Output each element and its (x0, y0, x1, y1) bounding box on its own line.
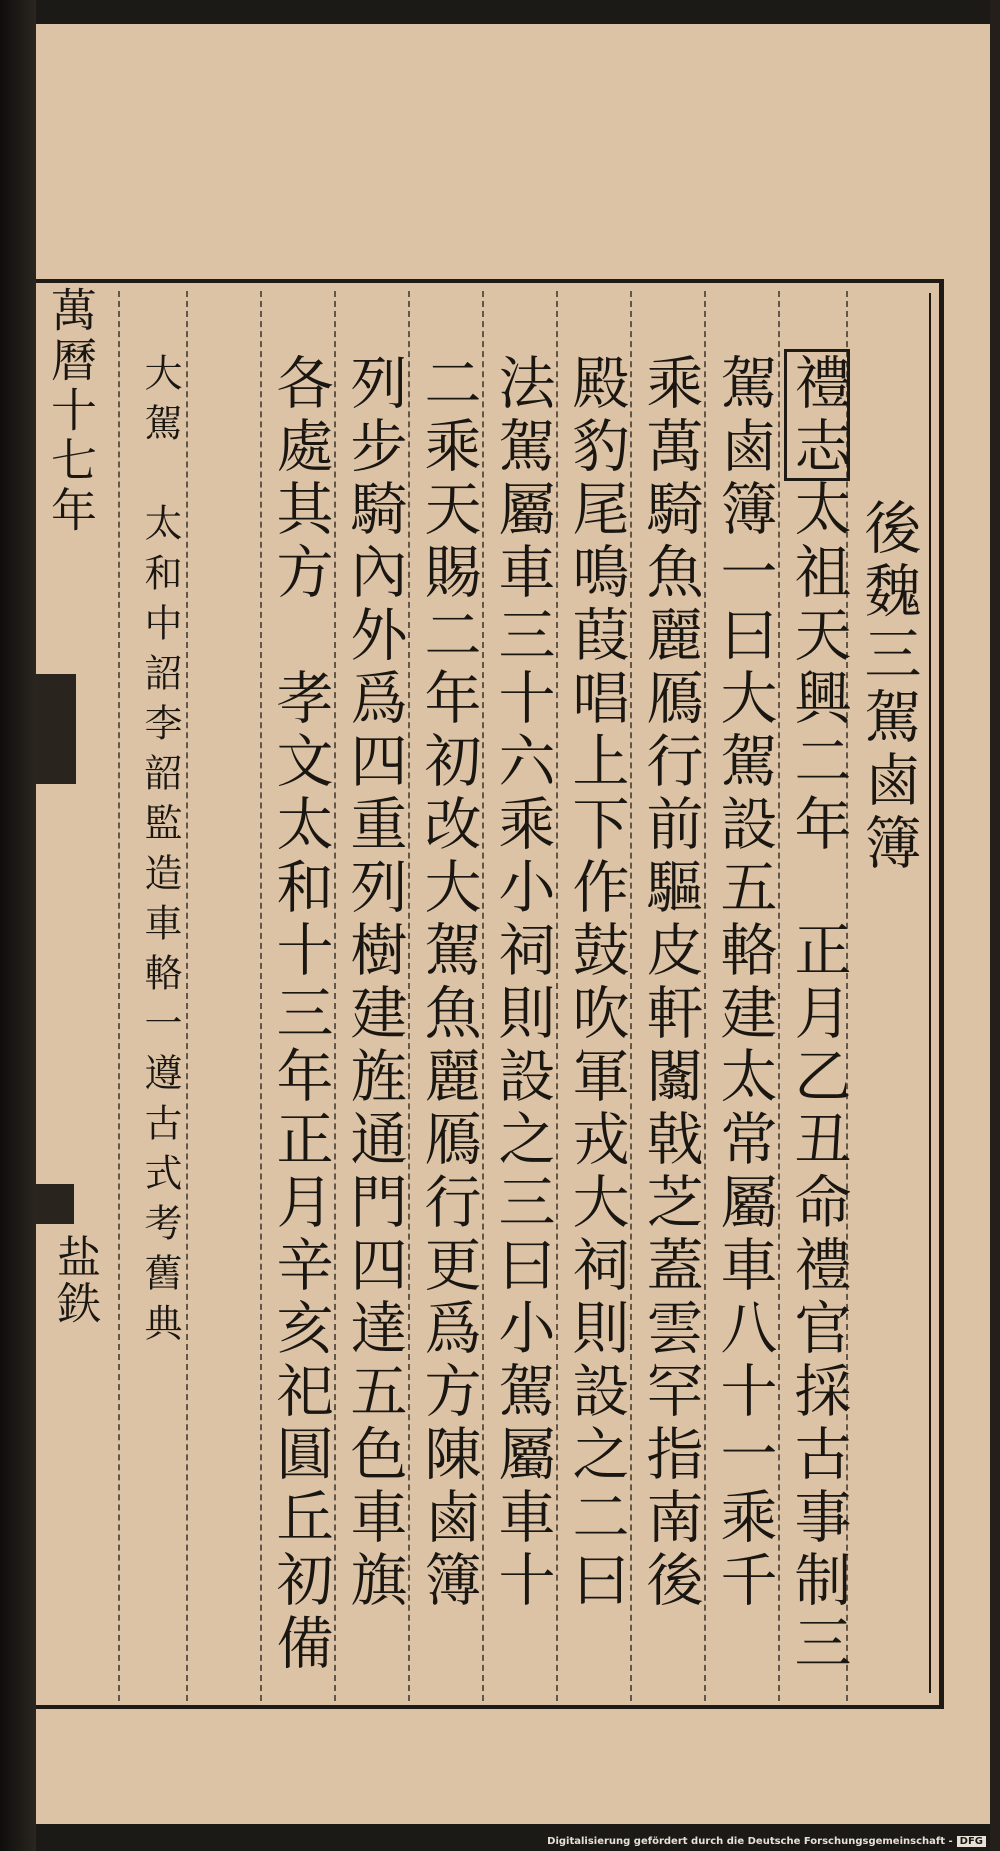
column-rule (260, 291, 262, 1701)
column-rule (186, 291, 188, 1701)
text-column: 二乘天賜二年初改大駕魚麗鴈行更爲方陳鹵簿 (415, 353, 481, 1613)
footer-text: Digitalisierung gefördert durch die Deutsche Forschungsgemeinschaft - (547, 1836, 953, 1847)
text-column: 乘萬騎魚麗鴈行前驅皮軒闟戟芝蓋雲罕指南後 (637, 353, 703, 1613)
margin-subtitle: 盐鉄 (49, 1234, 100, 1326)
text-column: 各處其方 孝文太和十三年正月辛亥祀圓丘初備 (267, 353, 333, 1676)
column-rule (482, 291, 484, 1701)
dfg-logo: DFG (957, 1836, 986, 1847)
book-spine (0, 0, 36, 1851)
footer-credit (547, 1836, 986, 1847)
column-rule (556, 291, 558, 1701)
column-rule (408, 291, 410, 1701)
text-column: 殿豹尾鳴葭唱上下作鼓吹軍戎大祠則設之二曰 (563, 353, 629, 1613)
text-column: 列步騎內外爲四重列樹建旌通門四達五色車旗 (341, 353, 407, 1613)
column-rule (334, 291, 336, 1701)
frame-inner-line (929, 293, 931, 1693)
column-rule (118, 291, 120, 1701)
margin-title: 萬曆十七年 (44, 286, 98, 536)
column-rule (704, 291, 706, 1701)
column-rule (778, 291, 780, 1701)
book-page (36, 24, 991, 1824)
text-column: 法駕屬車三十六乘小祠則設之三曰小駕屬車十 (489, 353, 555, 1613)
text-frame (36, 279, 944, 1709)
heading-column: 後魏三駕鹵簿 (855, 498, 921, 876)
text-column: 禮志太祖天興二年 正月乙丑命禮官採古事制三 (785, 353, 851, 1676)
text-column: 駕鹵簿一曰大駕設五輅建太常屬車八十一乘千 (711, 353, 777, 1613)
column-rule (630, 291, 632, 1701)
annotation-column: 大駕 太和中詔李韶監造車輅一遵古式考舊典 (138, 353, 182, 1353)
page-edge (990, 0, 1000, 1851)
